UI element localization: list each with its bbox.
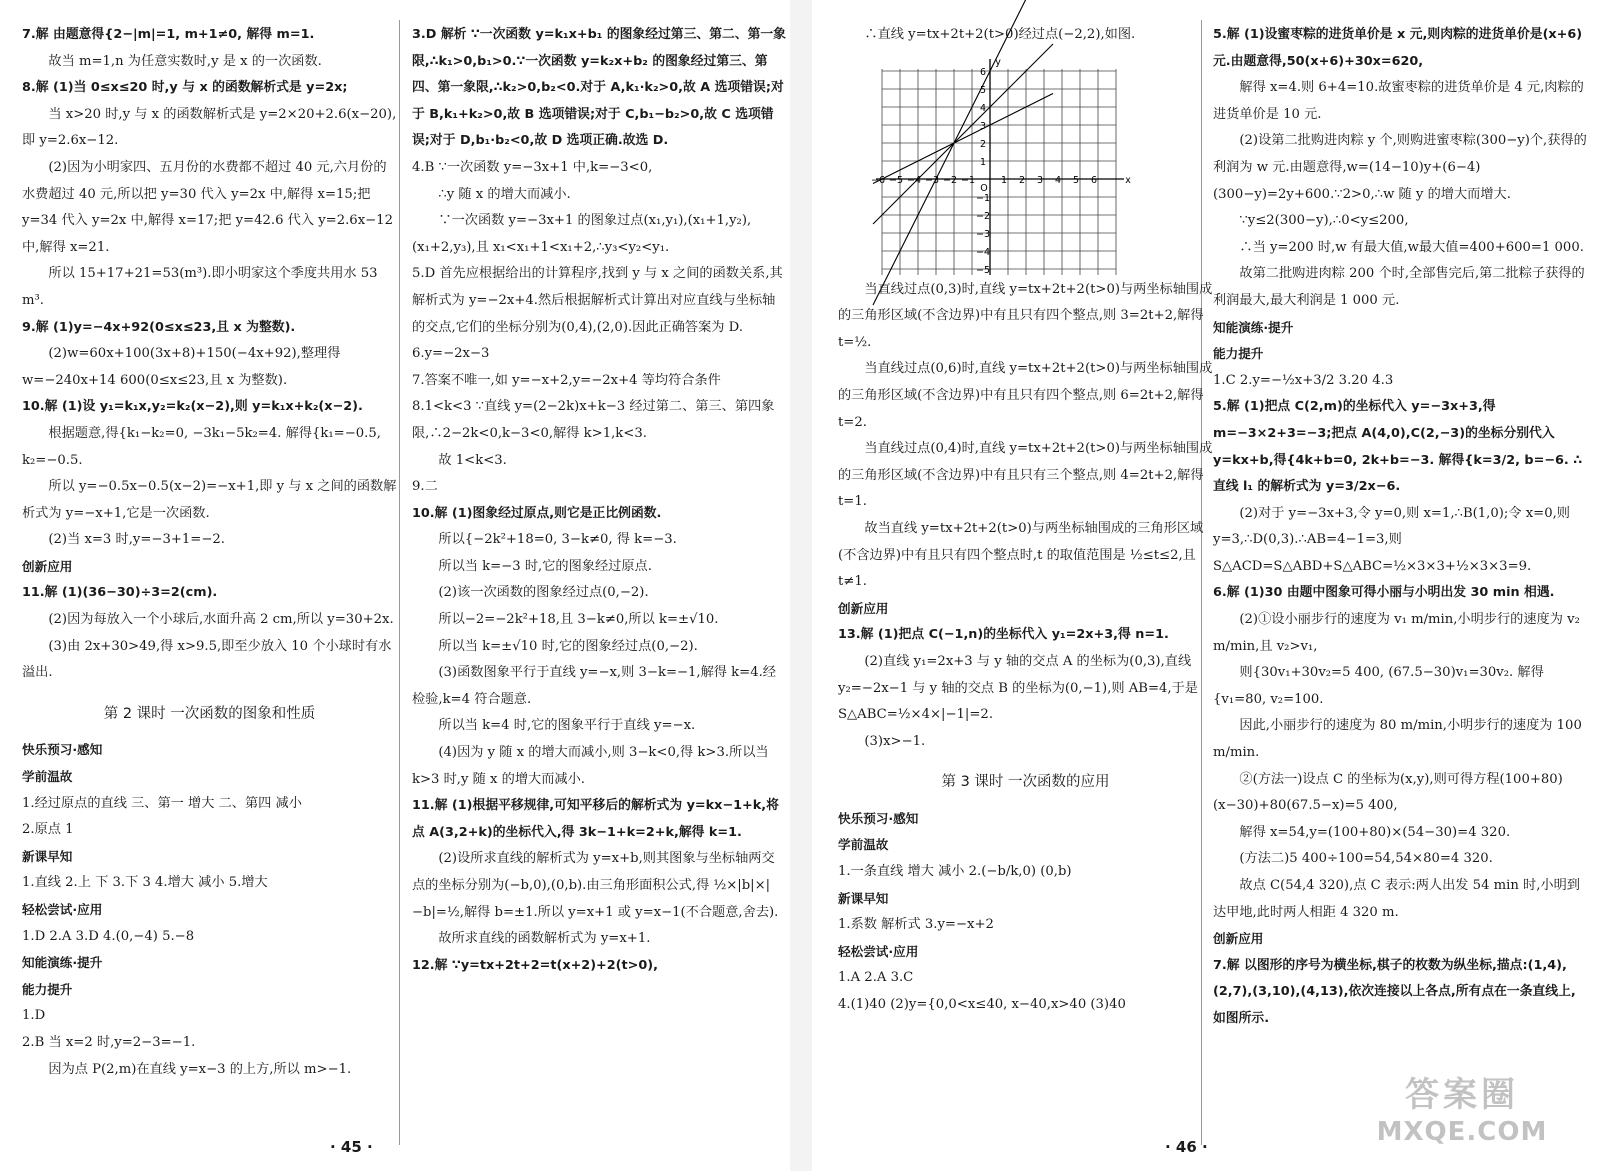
answer-line: 故当直线 y=tx+2t+2(t>0)与两坐标轴围成的三角形区域(不含边界)中有且只有四个整点时,t 的取值范围是 ½≤t≤2,且 t≠1. [838, 520, 1204, 590]
answer-line: 1.C 2.y=−½x+3/2 3.20 4.3 [1213, 372, 1394, 388]
answer-line: 7.解 以图形的序号为横坐标,棋子的枚数为纵坐标,描点:(1,4),(2,7),(3,10),(4,13),依次连接以上各点,所有点在一条直线上,如图所示. [1213, 957, 1576, 1026]
column-3 [838, 22, 1213, 1019]
origin-label: O [980, 182, 988, 194]
column-2 [412, 22, 787, 979]
answer-line: 10.解 (1)图象经过原点,则它是正比例函数. [412, 505, 662, 521]
section-heading: 知能演练·提升 [1213, 319, 1294, 335]
x-tick-label: 4 [1054, 174, 1062, 186]
section-heading: 快乐预习·感知 [838, 810, 919, 826]
section-heading: 能力提升 [22, 981, 73, 997]
site-watermark [1342, 1073, 1582, 1153]
section-heading: 新课早知 [22, 848, 73, 864]
answer-line: 13.解 (1)把点 C(−1,n)的坐标代入 y₁=2x+3,得 n=1. [838, 627, 1169, 643]
answer-line: (3)由 2x+30>49,得 x>9.5,即至少放入 10 个小球时有水溢出. [22, 638, 392, 681]
answer-line: (2)因为每放入一个小球后,水面升高 2 cm,所以 y=30+2x. [48, 612, 394, 628]
answer-line: 故所求直线的函数解析式为 y=x+1. [438, 931, 651, 947]
answer-line: (2)直线 y₁=2x+3 与 y 轴的交点 A 的坐标为(0,3),直线 y₂=−2x−1 与 y 轴的交点 B 的坐标为(0,−1),则 AB=4,于是 S△ABC=½×4×|−1|=2. [838, 653, 1198, 723]
y-tick-label: −3 [975, 228, 991, 240]
answer-line: (2)①设小丽步行的速度为 v₁ m/min,小明步行的速度为 v₂ m/min,且 v₂>v₁, [1213, 612, 1580, 654]
answer-line: 故点 C(54,4 320),点 C 表示:两人出发 54 min 时,小明到达甲地,此时两人相距 4 320 m. [1213, 878, 1580, 920]
answer-line: 6.y=−2x−3 [412, 346, 490, 362]
answer-line: (3)x>−1. [864, 733, 926, 749]
answer-line: 所以 y=−0.5x−0.5(x−2)=−x+1,即 y 与 x 之间的函数解析式为 y=−x+1,它是一次函数. [22, 479, 397, 521]
answer-line: 1.直线 2.上 下 3.下 3 4.增大 减小 5.增大 [22, 875, 268, 891]
column-1 [22, 22, 397, 1083]
x-tick-label: 5 [1072, 174, 1080, 186]
answer-line: 所以−2=−2k²+18,且 3−k≠0,所以 k=±√10. [438, 612, 719, 628]
answer-line: 8.1<k<3 ∵直线 y=(2−2k)x+k−3 经过第二、第三、第四象限,∴2−2k<0,k−3<0,解得 k>1,k<3. [412, 399, 775, 441]
y-tick-label: −4 [975, 246, 991, 258]
answer-line: 7.解 由题意得{2−|m|=1, m+1≠0, 解得 m=1. [22, 27, 315, 42]
column-divider [399, 20, 400, 1145]
answer-line: 当直线过点(0,3)时,直线 y=tx+2t+2(t>0)与两坐标轴围成的三角形区域(不含边界)中有且只有四个整点,则 3=2t+2,解得 t=½. [838, 281, 1213, 350]
page-number-right: · 46 · [1165, 1138, 1208, 1156]
answer-line: 11.解 (1)(36−30)÷3=2(cm). [22, 585, 218, 601]
answer-line: 5.D 首先应根据给出的计算程序,找到 y 与 x 之间的函数关系,其解析式为 y=−2x+4.然后根据解析式计算出对应直线与坐标轴的交点,它们的坐标分别为(0,4),(2,0).因此正确答案为 D. [412, 266, 783, 335]
answer-line: 所以当 k=4 时,它的图象平行于直线 y=−x. [438, 718, 696, 734]
x-tick-label: 1 [1000, 174, 1008, 186]
answer-line: (方法二)5 400÷100=54,54×80=4 320. [1239, 851, 1493, 867]
answer-line: 当 x>20 时,y 与 x 的函数解析式是 y=2×20+2.6(x−20),即 y=2.6x−12. [22, 106, 397, 149]
answer-line: 故 1<k<3. [438, 452, 507, 468]
answer-line: 6.解 (1)30 由题中图象可得小丽与小明出发 30 min 相遇. [1213, 585, 1555, 601]
y-tick-label: 2 [979, 138, 987, 150]
x-tick-label: 2 [1018, 174, 1026, 186]
answer-line: (2)设所求直线的解析式为 y=x+b,则其图象与坐标轴两交点的坐标分别为(−b,0),(0,b).由三角形面积公式,得 ½×|b|×|−b|=½,解得 b=±1.所以 y=x+1 或 y=x−1(不合题意,舍去). [412, 851, 779, 920]
answer-line: 所以{−2k²+18=0, 3−k≠0, 得 k=−3. [438, 532, 677, 548]
column-4 [1213, 22, 1588, 1033]
answer-line: (4)因为 y 随 x 的增大而减小,则 3−k<0,得 k>3.所以当 k>3 时,y 随 x 的增大而减小. [412, 745, 769, 787]
answer-line: (2)当 x=3 时,y=−3+1=−2. [48, 532, 225, 548]
answer-line: 9.解 (1)y=−4x+92(0≤x≤23,且 x 为整数). [22, 319, 296, 335]
section-heading: 知能演练·提升 [22, 955, 103, 971]
x-tick-label: −5 [888, 174, 904, 186]
answer-line: 当直线过点(0,6)时,直线 y=tx+2t+2(t>0)与两坐标轴围成的三角形区域(不含边界)中有且只有四个整点,则 6=2t+2,解得 t=2. [838, 361, 1213, 430]
answer-line: 所以 15+17+21=53(m³).即小明家这个季度共用水 53 m³. [22, 266, 378, 308]
answer-line: 7.答案不唯一,如 y=−x+2,y=−2x+4 等均符合条件 [412, 372, 721, 388]
page-gutter [790, 0, 812, 1171]
answer-line: 根据题意,得{k₁−k₂=0, −3k₁−5k₂=4. 解得{k₁=−0.5, k₂=−0.5. [22, 425, 381, 468]
answer-line: (2)设第二批购进肉粽 y 个,则购进蜜枣粽(300−y)个,获得的利润为 w 元.由题意得,w=(14−10)y+(6−4)(300−y)=2y+600.∵2>0,∴w 随 y 的增大而增大. [1213, 133, 1587, 202]
answer-line: (2)该一次函数的图象经过点(0,−2). [438, 585, 649, 601]
answer-line: (2)对于 y=−3x+3,令 y=0,则 x=1,∴B(1,0);令 x=0,则 y=3,∴D(0,3).∴AB=4−1=3,则 S△ACD=S△ABD+S△ABC=½×3×3+½×3×3=9. [1213, 505, 1570, 574]
x-tick-label: 3 [1036, 174, 1044, 186]
section-heading: 能力提升 [1213, 346, 1264, 362]
answer-line: 9.二 [412, 479, 438, 495]
answer-line: ∴当 y=200 时,w 有最大值,w最大值=400+600=1 000. [1239, 239, 1584, 255]
y-tick-label: 5 [979, 84, 987, 96]
answer-line: ∴y 随 x 的增大而减小. [438, 186, 571, 202]
lesson-title: 第 3 课时 一次函数的应用 [941, 774, 1110, 791]
y-axis-label: y [995, 56, 1001, 68]
section-heading: 快乐预习·感知 [22, 742, 103, 758]
x-tick-label: 6 [1090, 174, 1098, 186]
lesson-title: 第 2 课时 一次函数的图象和性质 [103, 705, 316, 722]
answer-line: (2)因为小明家四、五月份的水费都不超过 40 元,六月份的水费超过 40 元,所以把 y=30 代入 y=2x 中,解得 x=15;把 y=34 代入 y=2x 中,解得 x=17;把 y=42.6 代入 y=2.6x−12 中,解得 x=21. [22, 159, 393, 255]
x-tick-label: −3 [924, 174, 940, 186]
answer-line: 因为点 P(2,m)在直线 y=x−3 的上方,所以 m>−1. [48, 1061, 352, 1077]
answer-line: 则{30v₁+30v₂=5 400, (67.5−30)v₁=30v₂. 解得{v₁=80, v₂=100. [1213, 665, 1544, 707]
answer-line: ∵一次函数 y=−3x+1 的图象过点(x₁,y₁),(x₁+1,y₂),(x₁+2,y₃),且 x₁<x₁+1<x₁+2,∴y₃<y₂<y₁. [412, 213, 752, 255]
watermark-url: MXQE.COM [1376, 1117, 1548, 1147]
answer-line: 4.(1)40 (2)y={0,0<x≤40, x−40,x>40 (3)40 [838, 997, 1126, 1013]
answer-line: 所以当 k=±√10 时,它的图象经过点(0,−2). [438, 638, 698, 654]
section-heading: 学前温故 [22, 769, 73, 785]
answer-line: 10.解 (1)设 y₁=k₁x,y₂=k₂(x−2),则 y=k₁x+k₂(x−2). [22, 399, 363, 415]
answer-line: 1.系数 解析式 3.y=−x+2 [838, 917, 994, 933]
answer-line: 因此,小丽步行的速度为 80 m/min,小明步行的速度为 100 m/min. [1213, 718, 1582, 761]
answer-line: 所以当 k=−3 时,它的图象经过原点. [438, 558, 652, 574]
answer-line: 1.D 2.A 3.D 4.(0,−4) 5.−8 [22, 928, 195, 944]
y-tick-label: 4 [979, 102, 987, 114]
page-number-left: · 45 · [330, 1138, 373, 1156]
answer-line: ∴直线 y=tx+2t+2(t>0)经过点(−2,2),如图. [864, 27, 1136, 42]
answer-line: 4.B ∵一次函数 y=−3x+1 中,k=−3<0, [412, 159, 653, 175]
x-tick-label: −2 [942, 174, 958, 186]
answer-line: (3)函数图象平行于直线 y=−x,则 3−k=−1,解得 k=4.经检验,k=4 符合题意. [412, 665, 776, 707]
answer-line: 12.解 ∵y=tx+2t+2=t(x+2)+2(t>0), [412, 957, 658, 973]
answer-line: 2.B 当 x=2 时,y=2−3=−1. [22, 1034, 196, 1050]
answer-line: 1.经过原点的直线 三、第一 增大 二、第四 减小 [22, 795, 302, 811]
y-tick-label: −5 [975, 264, 991, 276]
x-tick-label: −4 [906, 174, 922, 186]
section-heading: 轻松尝试·应用 [22, 902, 103, 917]
section-heading: 新课早知 [838, 890, 889, 906]
x-axis-label: x [1125, 174, 1131, 186]
y-tick-label: 3 [979, 120, 987, 132]
answer-line: 当直线过点(0,4)时,直线 y=tx+2t+2(t>0)与两坐标轴围成的三角形区域(不含边界)中有且只有三个整点,则 4=2t+2,解得 t=1. [838, 441, 1213, 510]
answer-line: 1.A 2.A 3.C [838, 970, 914, 986]
answer-line: 故第二批购进肉粽 200 个时,全部售完后,第二批粽子获得的利润最大,最大利润是 1 000 元. [1213, 266, 1585, 308]
section-heading: 创新应用 [1213, 931, 1264, 947]
answer-line: 解得 x=54,y=(100+80)×(54−30)=4 320. [1239, 824, 1511, 840]
answer-line: 故当 m=1,n 为任意实数时,y 是 x 的一次函数. [48, 53, 322, 69]
answer-line: 3.D 解析 ∵一次函数 y=k₁x+b₁ 的图象经过第三、第二、第一象限,∴k₁>0,b₁>0.∵一次函数 y=k₂x+b₂ 的图象经过第三、第四、第一象限,∴k₂>0,b₂<0.对于 A,k₁·k₂>0,故 A 选项错误;对于 B,k₁+k₂>0,故 B 选项错误;对于 C,b₁−b₂>0,故 C 选项错误;对于 D,b₁·b₂<0,故 D 选项正确.故选 D. [412, 27, 786, 149]
y-tick-label: 6 [979, 66, 987, 78]
section-heading: 轻松尝试·应用 [838, 943, 919, 959]
answer-line: 2.原点 1 [22, 822, 74, 838]
section-heading: 学前温故 [838, 837, 889, 853]
x-tick-label: −1 [960, 174, 976, 186]
answer-line: 1.一条直线 增大 减小 2.(−b/k,0) (0,b) [838, 864, 1072, 880]
answer-line: 11.解 (1)根据平移规律,可知平移后的解析式为 y=kx−1+k,将点 A(3,2+k)的坐标代入,得 3k−1+k=2+k,解得 k=1. [412, 798, 779, 840]
answer-line: 5.解 (1)把点 C(2,m)的坐标代入 y=−3x+3,得 m=−3×2+3=−3;把点 A(4,0),C(2,−3)的坐标分别代入 y=kx+b,得{4k+b=0, 2k+b=−3. 解得{k=3/2, b=−6. ∴直线 l₁ 的解析式为 y=3/2x−6. [1213, 399, 1583, 495]
answer-line: 8.解 (1)当 0≤x≤20 时,y 与 x 的函数解析式是 y=2x; [22, 80, 348, 96]
answer-line: ∵y≤2(300−y),∴0<y≤200, [1239, 213, 1409, 229]
coordinate-grid-figure [870, 55, 1131, 276]
section-heading: 创新应用 [838, 600, 889, 616]
x-tick-label: −6 [870, 174, 886, 186]
answer-line: 5.解 (1)设蜜枣粽的进货单价是 x 元,则肉粽的进货单价是(x+6)元.由题意得,50(x+6)+30x=620, [1213, 27, 1583, 69]
y-tick-label: −1 [975, 192, 991, 204]
section-heading: 创新应用 [22, 558, 73, 574]
watermark-logo-text: 答案圈 [1405, 1075, 1519, 1115]
answer-line: (2)w=60x+100(3x+8)+150(−4x+92),整理得 w=−240x+14 600(0≤x≤23,且 x 为整数). [22, 346, 341, 388]
answer-line: 解得 x=4.则 6+4=10.故蜜枣粽的进货单价是 4 元,肉粽的进货单价是 10 元. [1213, 80, 1584, 122]
answer-line: ②(方法一)设点 C 的坐标为(x,y),则可得方程(100+80)(x−30)+80(67.5−x)=5 400, [1213, 771, 1563, 814]
y-tick-label: −2 [975, 210, 991, 222]
answer-line: 1.D [22, 1008, 46, 1024]
y-tick-label: 1 [979, 156, 987, 168]
